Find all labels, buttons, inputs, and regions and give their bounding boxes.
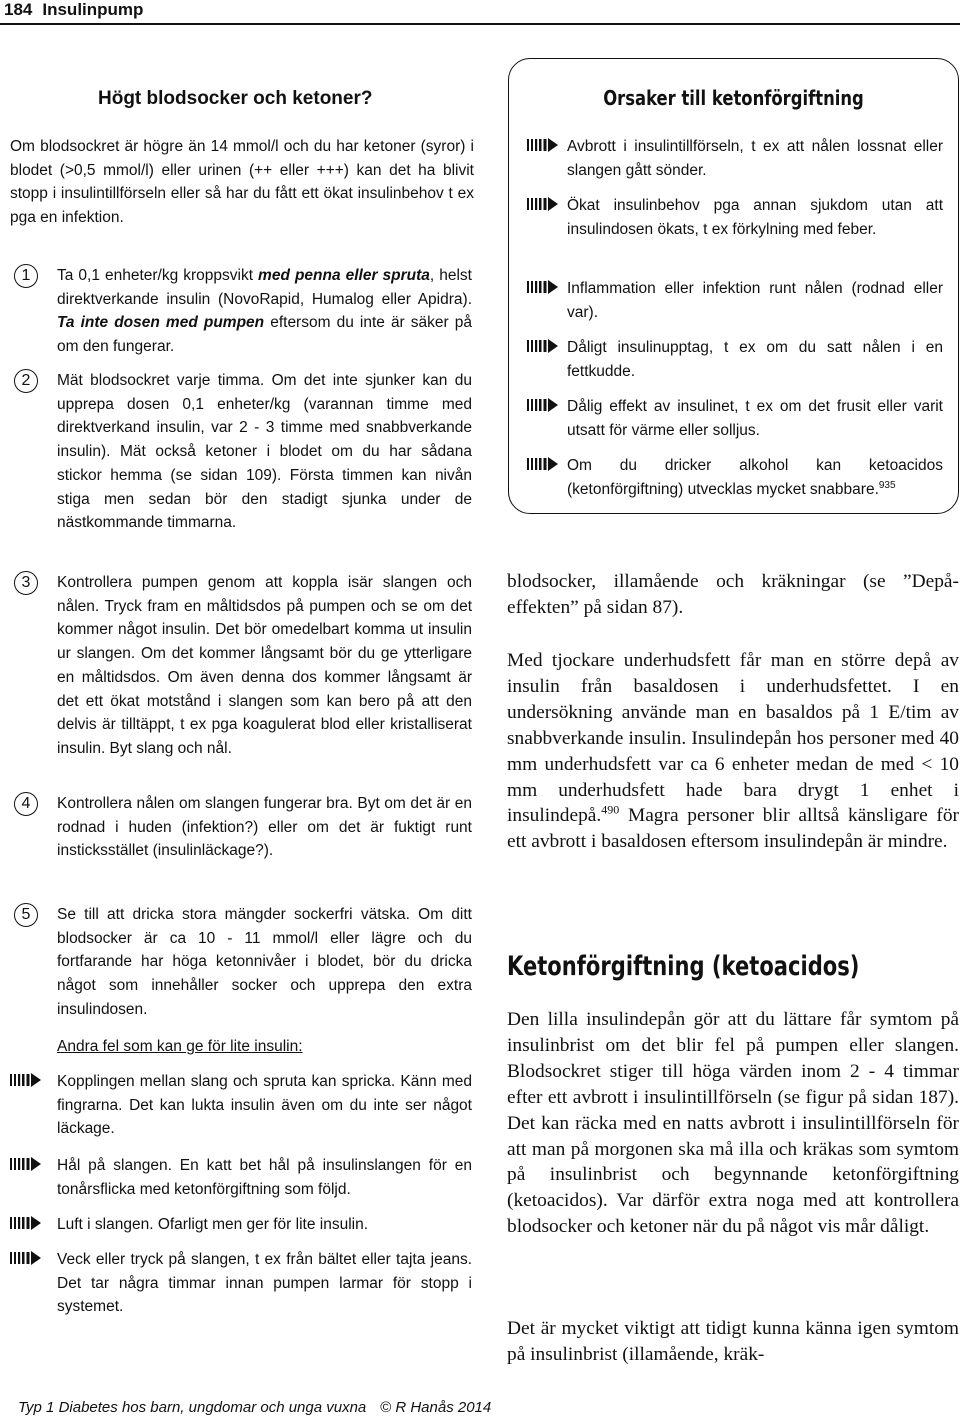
striped-arrow-icon (10, 1071, 50, 1089)
fault-text: Luft i slangen. Ofarligt men ger för lite insulin. (57, 1216, 369, 1233)
cause-text: Avbrott i insulintillförseln, t ex att nålen lossnat eller slangen gått sönder. (567, 138, 943, 179)
striped-arrow-icon (10, 1214, 50, 1232)
cause-text: Dålig effekt av insulinet, t ex om det frusit eller varit utsatt för värme eller solljus. (567, 398, 943, 439)
left-column (0, 88, 474, 1328)
step-4-text: Kontrollera nålen om slangen fungerar bra. Byt om det är en rodnad i huden (infektion?) eller om det är fuktigt runt insticksstället (insulinläckage?). (57, 795, 472, 860)
circled-number-icon: 1 (14, 264, 38, 288)
step-1-text: Ta 0,1 enheter/kg kroppsvikt med penna eller spruta, helst direktverkande insulin (NovoRapid, Humalog eller Apidra). Ta inte dosen med pumpen eftersom du inte är säker på om den fungerar. (57, 267, 472, 356)
copyright-icon: © (380, 1399, 392, 1416)
right-paragraph-4: Det är mycket viktigt att tidigt kunna känna igen symtom på insulinbrist (illamående, kräk- (507, 1318, 959, 1365)
page-header (0, 0, 960, 24)
cause-text: Dåligt insulinupptag, t ex om du satt nålen i en fettkudde. (567, 339, 943, 380)
striped-arrow-icon (527, 136, 567, 154)
striped-arrow-icon (527, 396, 567, 414)
striped-arrow-icon (10, 1249, 50, 1267)
circled-number-icon: 2 (14, 369, 38, 393)
footnote-ref: 490 (601, 802, 620, 817)
emphasis-not-pump: Ta inte dosen med pumpen (57, 314, 265, 332)
book-title: Typ 1 Diabetes hos barn, ungdomar och unga vuxna (18, 1399, 367, 1416)
cause-text: Om du dricker alkohol kan ketoacidos (ketonförgiftning) utvecklas mycket snabbare.$^{935}$ (567, 457, 943, 498)
circled-number-icon: 5 (14, 903, 38, 927)
circled-number-icon: 4 (14, 792, 38, 816)
right-paragraph-2: Med tjockare underhudsfett får man en större depå av insulin från basaldosen i underhudsfettet. I en undersökning använde man en basaldos på 1 E/tim av snabbverkande insulin. Insulindepån hos personer med 40 mm underhudsfett var ca 6 enheter medan de med < 10 mm underhudsfett hade bara drygt 1 enhet i insulindepå.$^{490}$ Magra personer blir alltså känsligare för ett avbrott i basaldosen eftersom insulindepån är mindre. (507, 650, 959, 853)
striped-arrow-icon (527, 195, 567, 213)
striped-arrow-icon (527, 278, 567, 296)
step-2-text: Mät blodsockret varje timma. Om det inte sjunker kan du upprepa dosen 0,1 enheter/kg (varannan timme med direktverkand insulin, var 2 - 3 timme med snabbverkande insulin). Mät också ketoner i blodet om du har sådana stickor hemma (se sidan 109). Första timmen kan nivån stiga men sedan bör den stadigt sjunka under de nästkommande timmarna. (57, 372, 472, 532)
fault-text: Veck eller tryck på slangen, t ex från bältet eller tajta jeans. Det tar några timmar innan pumpen larmar för stopp i systemet. (57, 1251, 472, 1316)
right-paragraph-1: blodsocker, illamående och kräkningar (se ”Depå-effekten” på sidan 87). (507, 571, 959, 618)
fault-text: Kopplingen mellan slang och spruta kan spricka. Känn med fingrarna. Det kan lukta insulin även om du inte ser något läckage. (57, 1073, 472, 1138)
box-title: Orsaker till ketonförgiftning (603, 86, 864, 110)
faults-subheading: Andra fel som kan ge för lite insulin: (57, 1038, 303, 1055)
step-5-text: Se till att dricka stora mängder sockerfri vätska. Om ditt blodsocker är ca 10 - 11 mmol/l eller lägre och du fortfarande har höga ketonnivåer i blodet, bör du dricka något som innehåller socker och upprepa den extra insulindosen. (57, 906, 472, 1018)
section-heading: Ketonförgiftning (ketoacidos) (507, 951, 860, 982)
page-number: 184 (4, 0, 33, 19)
section-title: Högt blodsocker och ketoner? (98, 88, 373, 109)
fault-text: Hål på slangen. En katt bet hål på insulinslangen för en tonårsflicka med ketonförgiftning som följd. (57, 1157, 472, 1198)
striped-arrow-icon (527, 337, 567, 355)
intro-paragraph: Om blodsockret är högre än 14 mmol/l och du har ketoner (syror) i blodet (>0,5 mmol/l) eller urinen (++ eller +++) kan det ha blivit stopp i insulintillförseln eller så har du fått ett ökat insulinbehov t ex pga en infektion. (10, 138, 474, 227)
cause-text: Inflammation eller infektion runt nålen (rodnad eller var). (567, 280, 943, 321)
cause-text: Ökat insulinbehov pga annan sjukdom utan att insulindosen ökats, t ex förkylning med feber. (567, 197, 943, 238)
running-section: Insulinpump (42, 0, 144, 19)
footnote-ref: 935 (878, 479, 896, 491)
page-footer (18, 1398, 491, 1418)
circled-number-icon: 3 (14, 571, 38, 595)
header-rule (0, 23, 960, 25)
running-head (4, 0, 143, 20)
striped-arrow-icon (527, 455, 567, 473)
emphasis-pen-syringe: med penna eller spruta (258, 267, 430, 284)
step-3-text: Kontrollera pumpen genom att koppla isär slangen och nålen. Tryck fram en måltidsdos på pumpen och se om det kommer något insulin. Det bör omedelbart komma ut insulin ur slangen. Om det kommer långsamt bör du ge ytterligare en måltidsdos. Om även denna dos kommer långsamt är det ett ökat motstånd i slangen som kan bero på att den delvis är tilltäppt, t ex pga koagulerat blod eller kristalliserat insulin. Byt slang och nål. (57, 574, 472, 757)
striped-arrow-icon (10, 1155, 50, 1173)
causes-box (508, 58, 959, 514)
author-year: R Hanås 2014 (395, 1399, 492, 1416)
right-paragraph-3: Den lilla insulindepån gör att du lättare får symtom på insulinbrist om det blir fel på pumpen eller slangen. Blodsockret stiger till höga värden inom 2 - 4 timmar efter ett avbrott i insulintillförseln (se figur på sidan 187). Det kan räcka med en natts avbrott i insulintillförseln för att man på morgonen ska må illa och kräkas som symtom på insulinbrist och begynnande ketonförgiftning (ketoacidos). Var därför extra noga med att kontrollera blodsocker och ketoner när du på något vis mår dåligt. (507, 1009, 959, 1238)
